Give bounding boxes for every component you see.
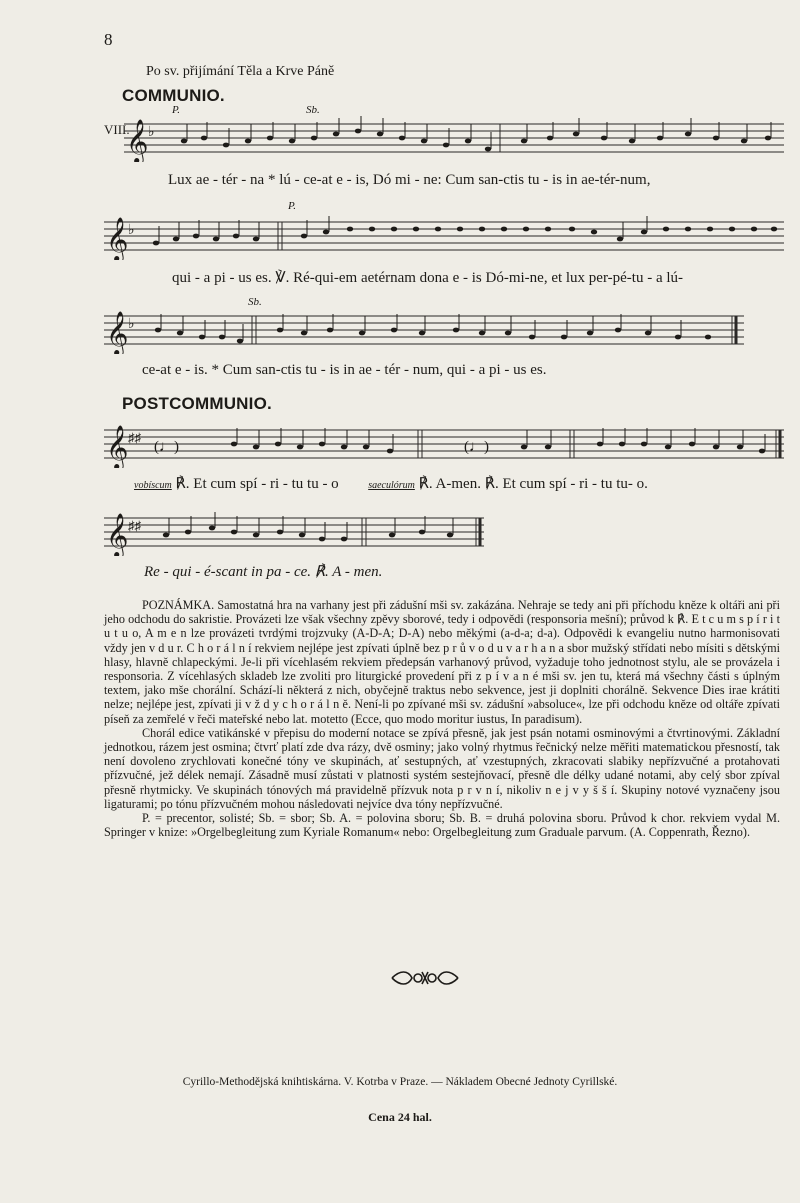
mode-label: VIII. bbox=[104, 122, 130, 137]
staff-3 bbox=[104, 306, 784, 354]
flat-sign-icon: ♭ bbox=[128, 317, 135, 332]
cue-schola: Sb. bbox=[306, 104, 320, 116]
treble-clef-icon: 𝄞 bbox=[126, 121, 149, 162]
response-2: ℟. A-men. ℟. Et cum spí - ri - tu tu- o. bbox=[418, 476, 648, 492]
intro-line: Po sv. přijímání Těla a Krve Páně bbox=[146, 64, 335, 79]
printer-line: Cyrillo-Methodějská knihtiskárna. V. Kotrba v Praze. — Nákladem Obecné Jednoty Cyrillské. bbox=[182, 1076, 618, 1088]
treble-clef-icon: 𝄞 bbox=[106, 219, 129, 260]
cue-precentor: P. bbox=[172, 104, 181, 116]
lyric-line-2: qui - a pi - us es. ℣. Ré-qui-em aetérnam dona e - is Dó-mi-ne, et lux per-pé-tu - a lú- bbox=[172, 270, 684, 286]
note-paragraph: P. = precentor, solisté; Sb. = sbor; Sb. A. = polovina sboru; Sb. B. = druhá polovina sboru. Průvod k chor. rekviem vydal M. Springer v knize: »Orgelbegleitung zum Kyriale Romanum« nebo: Orgelbegleitung zum Graduale parvum. (A. Coppenrath, Řezno). bbox=[104, 811, 780, 840]
note-paragraph: Chorál edice vatikánské v přepisu do moderní notace se zpívá přesně, jak jest psán notami osminovými a čtvrtinovými. Základní jednotkou, rázem jest osmina; čtvrť platí zde dva rázy, dvě osminy; jako volný rhytmus řečnický nelze měřiti matematickou přesností, tak není dovoleno zrychlovati konečné tóny ve skupinách, ať sestupných, ať vzestupných, zkracovati slabiky nepřízvučné a protahovati přízvučné, jež délek nemají. Zásadně musí zůstati v platnosti systém sestejňovací, přesně dle délky udané notami, aby celý sbor zpíval přesně rhytmicky. Ve skupinách tónových má pravidelně přízvuk nota p r v n í, nikoliv n e j v y š š í. Skupiny notové vyznačeny jsou ligaturami; po tónu přízvučném mohou následovati nejvíce dva tóny nepřízvučné. bbox=[104, 725, 780, 811]
cue-saeculorum: saeculórum bbox=[368, 480, 415, 491]
flat-sign-icon: ♭ bbox=[148, 125, 155, 140]
postcommunio-lyric-1 bbox=[134, 474, 648, 493]
note-block bbox=[104, 598, 780, 839]
lyric-line-3: ce-at e - is. * Cum san-ctis tu - is in ae - tér - num, qui - a pi - us es. bbox=[142, 362, 547, 378]
treble-clef-icon: 𝄞 bbox=[106, 515, 129, 556]
svg-text:(♩): (♩) bbox=[464, 439, 489, 455]
response-1: ℟. Et cum spí - ri - tu tu - o bbox=[175, 476, 339, 492]
staff-4 bbox=[104, 420, 784, 468]
staff-1 bbox=[104, 114, 784, 162]
svg-text:(♩): (♩) bbox=[154, 439, 179, 455]
sharp-sign-icon: ♯♯ bbox=[128, 518, 141, 533]
cue-vobiscum: vobíscum bbox=[134, 480, 172, 491]
note-paragraph: POZNÁMKA. Samostatná hra na varhany jest při zádušní mši sv. zakázána. Nehraje se tedy ani při příchodu kněze k oltáři ani při jeho odchodu do sakristie. Provázeti lze však všechny zpěvy sborové, tedy i odpovědi (responsoria mešní); průvod k ℟. E t c u m s p í r i t u t u o, A m e n lze provázeti tvrdými trojzvuky (A-D-A; D-A) nebo měkými (a-d-a; d-a). Odpovědi k evangeliu nutno harmonisovati vždy jen v d u r. C h o r á l n í rekviem nejlépe jest zpívati úplně bez p r ů v o d u v a r h a n a sbor mužský střídati nebo mísiti s dětskými hlasy, hlavně chlapeckými. Je-li při vícehlasém rekviem předepsán varhanový průvod, vyžaduje toho jednotnost stylu, ale se provázela i responsoria. Z vícehlasých skladeb lze zvoliti pro liturgické provedení při z p í v a n é mši sv. jen tu, která má všechny části s úplným textem, jako mše chorální. Schází-li některá z nich, obyčejně traktus nebo sekvence, jest ji doplniti chorálně. Sekvence Dies irae krátiti nelze; nejlépe jest, zpívati ji v ž d y c h o r á l n ě. Není-li po zpívané mši sv. zádušní »absoluce«, lze při odchodu kněze od oltáře zpívati píseň za zemřelé v řeči mateřské nebo lat. motetto (Ecce, quo modo moritur iustus, In paradisum). bbox=[104, 598, 780, 726]
treble-clef-icon: 𝄞 bbox=[106, 313, 129, 354]
lyric-line-1: Lux ae - tér - na * lú - ce-at e - is, Dó mi - ne: Cum san-ctis tu - is in ae-tér-num, bbox=[168, 172, 651, 188]
cue-schola-2: Sb. bbox=[248, 296, 262, 308]
communio-heading: COMMUNIO. bbox=[122, 86, 225, 105]
flat-sign-icon: ♭ bbox=[128, 223, 135, 238]
price: Cena 24 hal. bbox=[368, 1110, 432, 1124]
ornament-icon bbox=[390, 966, 460, 990]
staff-2 bbox=[104, 212, 784, 260]
postcommunio-lyric-2: Re - qui - é-scant in pa - ce. ℟. A - men. bbox=[144, 564, 383, 580]
treble-clef-icon: 𝄞 bbox=[106, 427, 129, 468]
page-number: 8 bbox=[104, 30, 113, 49]
staff-5 bbox=[104, 508, 784, 556]
sharp-sign-icon: ♯♯ bbox=[128, 430, 141, 445]
postcommunio-heading: POSTCOMMUNIO. bbox=[122, 394, 272, 413]
cue-precentor-2: P. bbox=[288, 200, 297, 212]
